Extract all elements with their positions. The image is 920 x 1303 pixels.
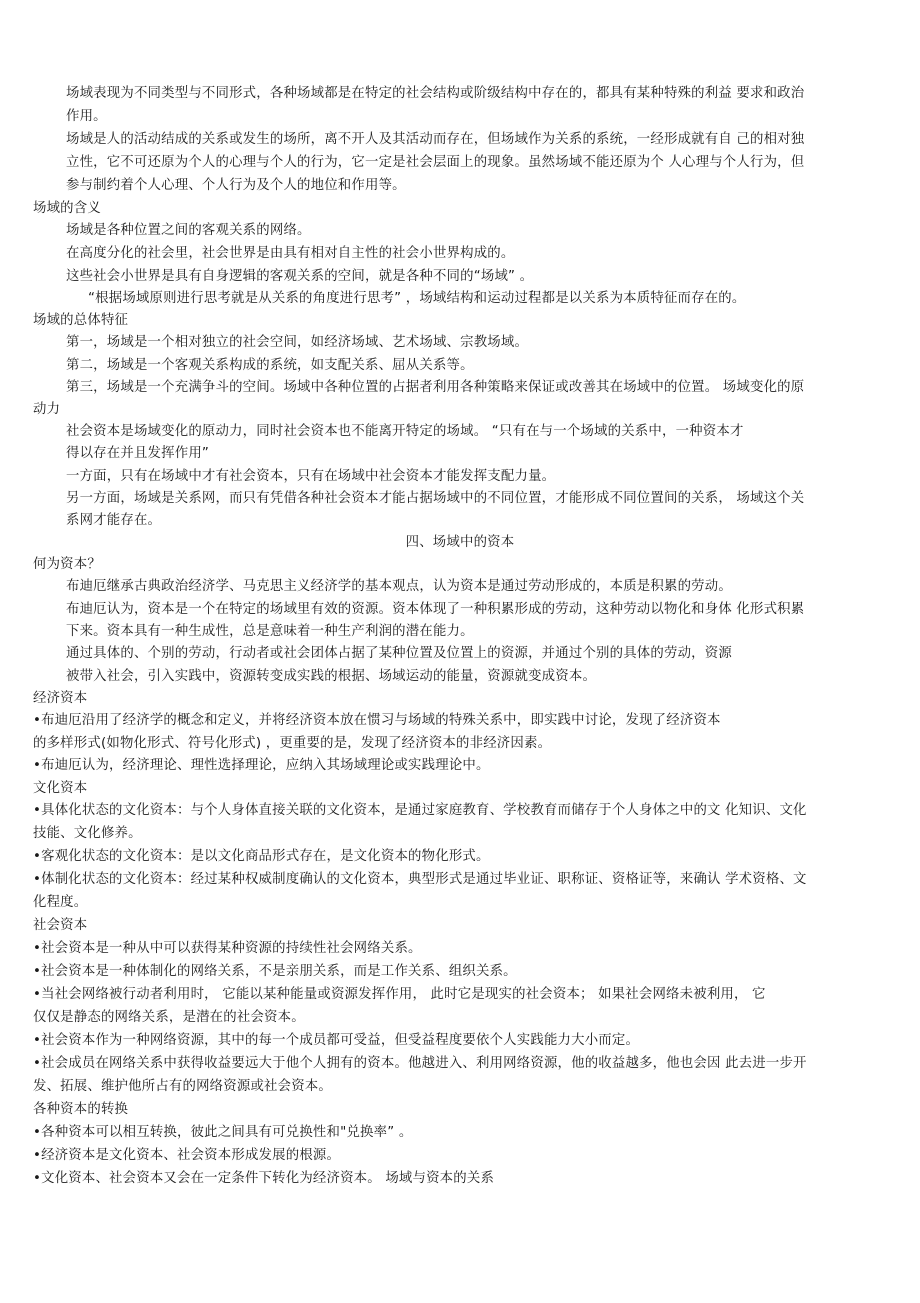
text-line: “根据场域原则进行思考就是从关系的角度进行思考” ，场域结构和运动过程都是以关系为本质特征而存在的。	[88, 291, 746, 306]
text-line: 动力	[33, 402, 61, 417]
text-line: 被带入社会，引入实践中，资源转变成实践的根据、场域运动的能量，资源就变成资本。	[66, 669, 597, 684]
section-heading: 各种资本的转换	[33, 1102, 129, 1117]
bullet-item: •社会资本是一种体制化的网络关系，不是亲朋关系，而是工作关系、组织关系。	[33, 964, 517, 979]
text-line: 仅仅是静态的网络关系，是潜在的社会资本。	[33, 1010, 305, 1025]
text-line: 第二，场域是一个客观关系构成的系统，如支配关系、屈从关系等。	[66, 358, 474, 373]
text-line: 布迪厄认为，资本是一个在特定的场域里有效的资源。资本体现了一种积累形成的劳动，这种劳动以物化和身体 化形式积累	[66, 602, 805, 617]
section-heading: 何为资本？	[33, 557, 101, 572]
bullet-item: •具体化状态的文化资本：与个人身体直接关联的文化资本，是通过家庭教育、学校教育而储存于个人身体之中的文 化知识、文化	[33, 803, 807, 818]
bullet-item: •当社会网络被行动者利用时， 它能以某种能量或资源发挥作用， 此时它是现实的社会资本； 如果社会网络未被利用， 它	[33, 987, 766, 1002]
text-line: 场域表现为不同类型与不同形式，各种场域都是在特定的社会结构或阶级结构中存在的，都具有某种特殊的利益 要求和政治	[66, 86, 805, 101]
bullet-item: •文化资本、社会资本又会在一定条件下转化为经济资本。 场域与资本的关系	[33, 1171, 495, 1186]
bullet-item: •社会成员在网络关系中获得收益要远大于他个人拥有的资本。他越进入、利用网络资源，他的收益越多，他也会因 此去进一步开	[33, 1056, 807, 1071]
section-heading: 经济资本	[33, 691, 88, 706]
bullet-item: •布迪厄认为，经济理论、理性选择理论，应纳入其场域理论或实践理论中。	[33, 758, 490, 773]
text-line: 得以存在并且发挥作用”	[66, 446, 210, 461]
bullet-item: •布迪厄沿用了经济学的概念和定义，并将经济资本放在惯习与场域的特殊关系中，即实践中讨论，发现了经济资本	[33, 713, 721, 728]
text-line: 场域是各种位置之间的客观关系的网络。	[66, 223, 311, 238]
text-line: 通过具体的、个别的劳动，行动者或社会团体占据了某种位置及位置上的资源，并通过个别的具体的劳动，资源	[66, 646, 732, 661]
text-line: 下来。资本具有一种生成性，总是意味着一种生产利润的潜在能力。	[66, 624, 474, 639]
text-line: 这些社会小世界是具有自身逻辑的客观关系的空间，就是各种不同的“场域” 。	[66, 269, 534, 284]
text-line: 第三，场域是一个充满争斗的空间。场域中各种位置的占据者利用各种策略来保证或改善其在场域中的位置。 场域变化的原	[66, 380, 805, 395]
text-line: 作用。	[66, 109, 107, 124]
text-line: 社会资本是场域变化的原动力，同时社会资本也不能离开特定的场域。 “只有在与一个场域的关系中，一种资本才	[66, 424, 744, 439]
section-heading: 场域的总体特征	[33, 313, 129, 328]
text-line: 系网才能存在。	[66, 513, 162, 528]
text-line: 技能、文化修养。	[33, 826, 142, 841]
text-line: 布迪厄继承古典政治经济学、马克思主义经济学的基本观点，认为资本是通过劳动形成的，本质是积累的劳动。	[66, 579, 732, 594]
bullet-item: •各种资本可以相互转换，彼此之间具有可兑换性和"兑换率” 。	[33, 1125, 413, 1140]
bullet-item: •体制化状态的文化资本：经过某种权威制度确认的文化资本，典型形式是通过毕业证、职称证、资格证等，来确认 学术资格、文	[33, 872, 807, 887]
bullet-item: •经济资本是文化资本、社会资本形成发展的根源。	[33, 1148, 341, 1163]
text-line: 立性，它不可还原为个人的心理与个人的行为，它一定是社会层面上的现象。虽然场域不能还原为个 人心理与个人行为，但	[66, 155, 805, 170]
bullet-item: •社会资本是一种从中可以获得某种资源的持续性社会网络关系。	[33, 941, 422, 956]
text-line: 发、拓展、维护他所占有的网络资源或社会资本。	[33, 1079, 332, 1094]
text-line: 第一，场域是一个相对独立的社会空间，如经济场域、艺术场域、宗教场域。	[66, 335, 529, 350]
text-line: 的多样形式(如物化形式、符号化形式) ，更重要的是，发现了经济资本的非经济因素。	[33, 736, 552, 751]
section-heading: 文化资本	[33, 781, 88, 796]
section-heading: 社会资本	[33, 918, 88, 933]
bullet-item: •客观化状态的文化资本：是以文化商品形式存在，是文化资本的物化形式。	[33, 849, 490, 864]
bullet-item: •社会资本作为一种网络资源，其中的每一个成员都可受益，但受益程度要依个人实践能力大小而定。	[33, 1033, 640, 1048]
text-line: 在高度分化的社会里，社会世界是由具有相对自主性的社会小世界构成的。	[66, 246, 515, 261]
text-line: 参与制约着个人心理、个人行为及个人的地位和作用等。	[66, 178, 406, 193]
text-line: 化程度。	[33, 895, 88, 910]
text-line: 场域是人的活动结成的关系或发生的场所，离不开人及其活动而存在，但场域作为关系的系统，一经形成就有自 己的相对独	[66, 132, 805, 147]
text-line: 一方面，只有在场域中才有社会资本，只有在场域中社会资本才能发挥支配力量。	[66, 469, 556, 484]
text-line: 另一方面，场域是关系网，而只有凭借各种社会资本才能占据场域中的不同位置，才能形成不同位置间的关系， 场域这个关	[66, 491, 805, 506]
section-heading: 场域的含义	[33, 201, 101, 216]
chapter-title: 四、场域中的资本	[405, 535, 515, 550]
